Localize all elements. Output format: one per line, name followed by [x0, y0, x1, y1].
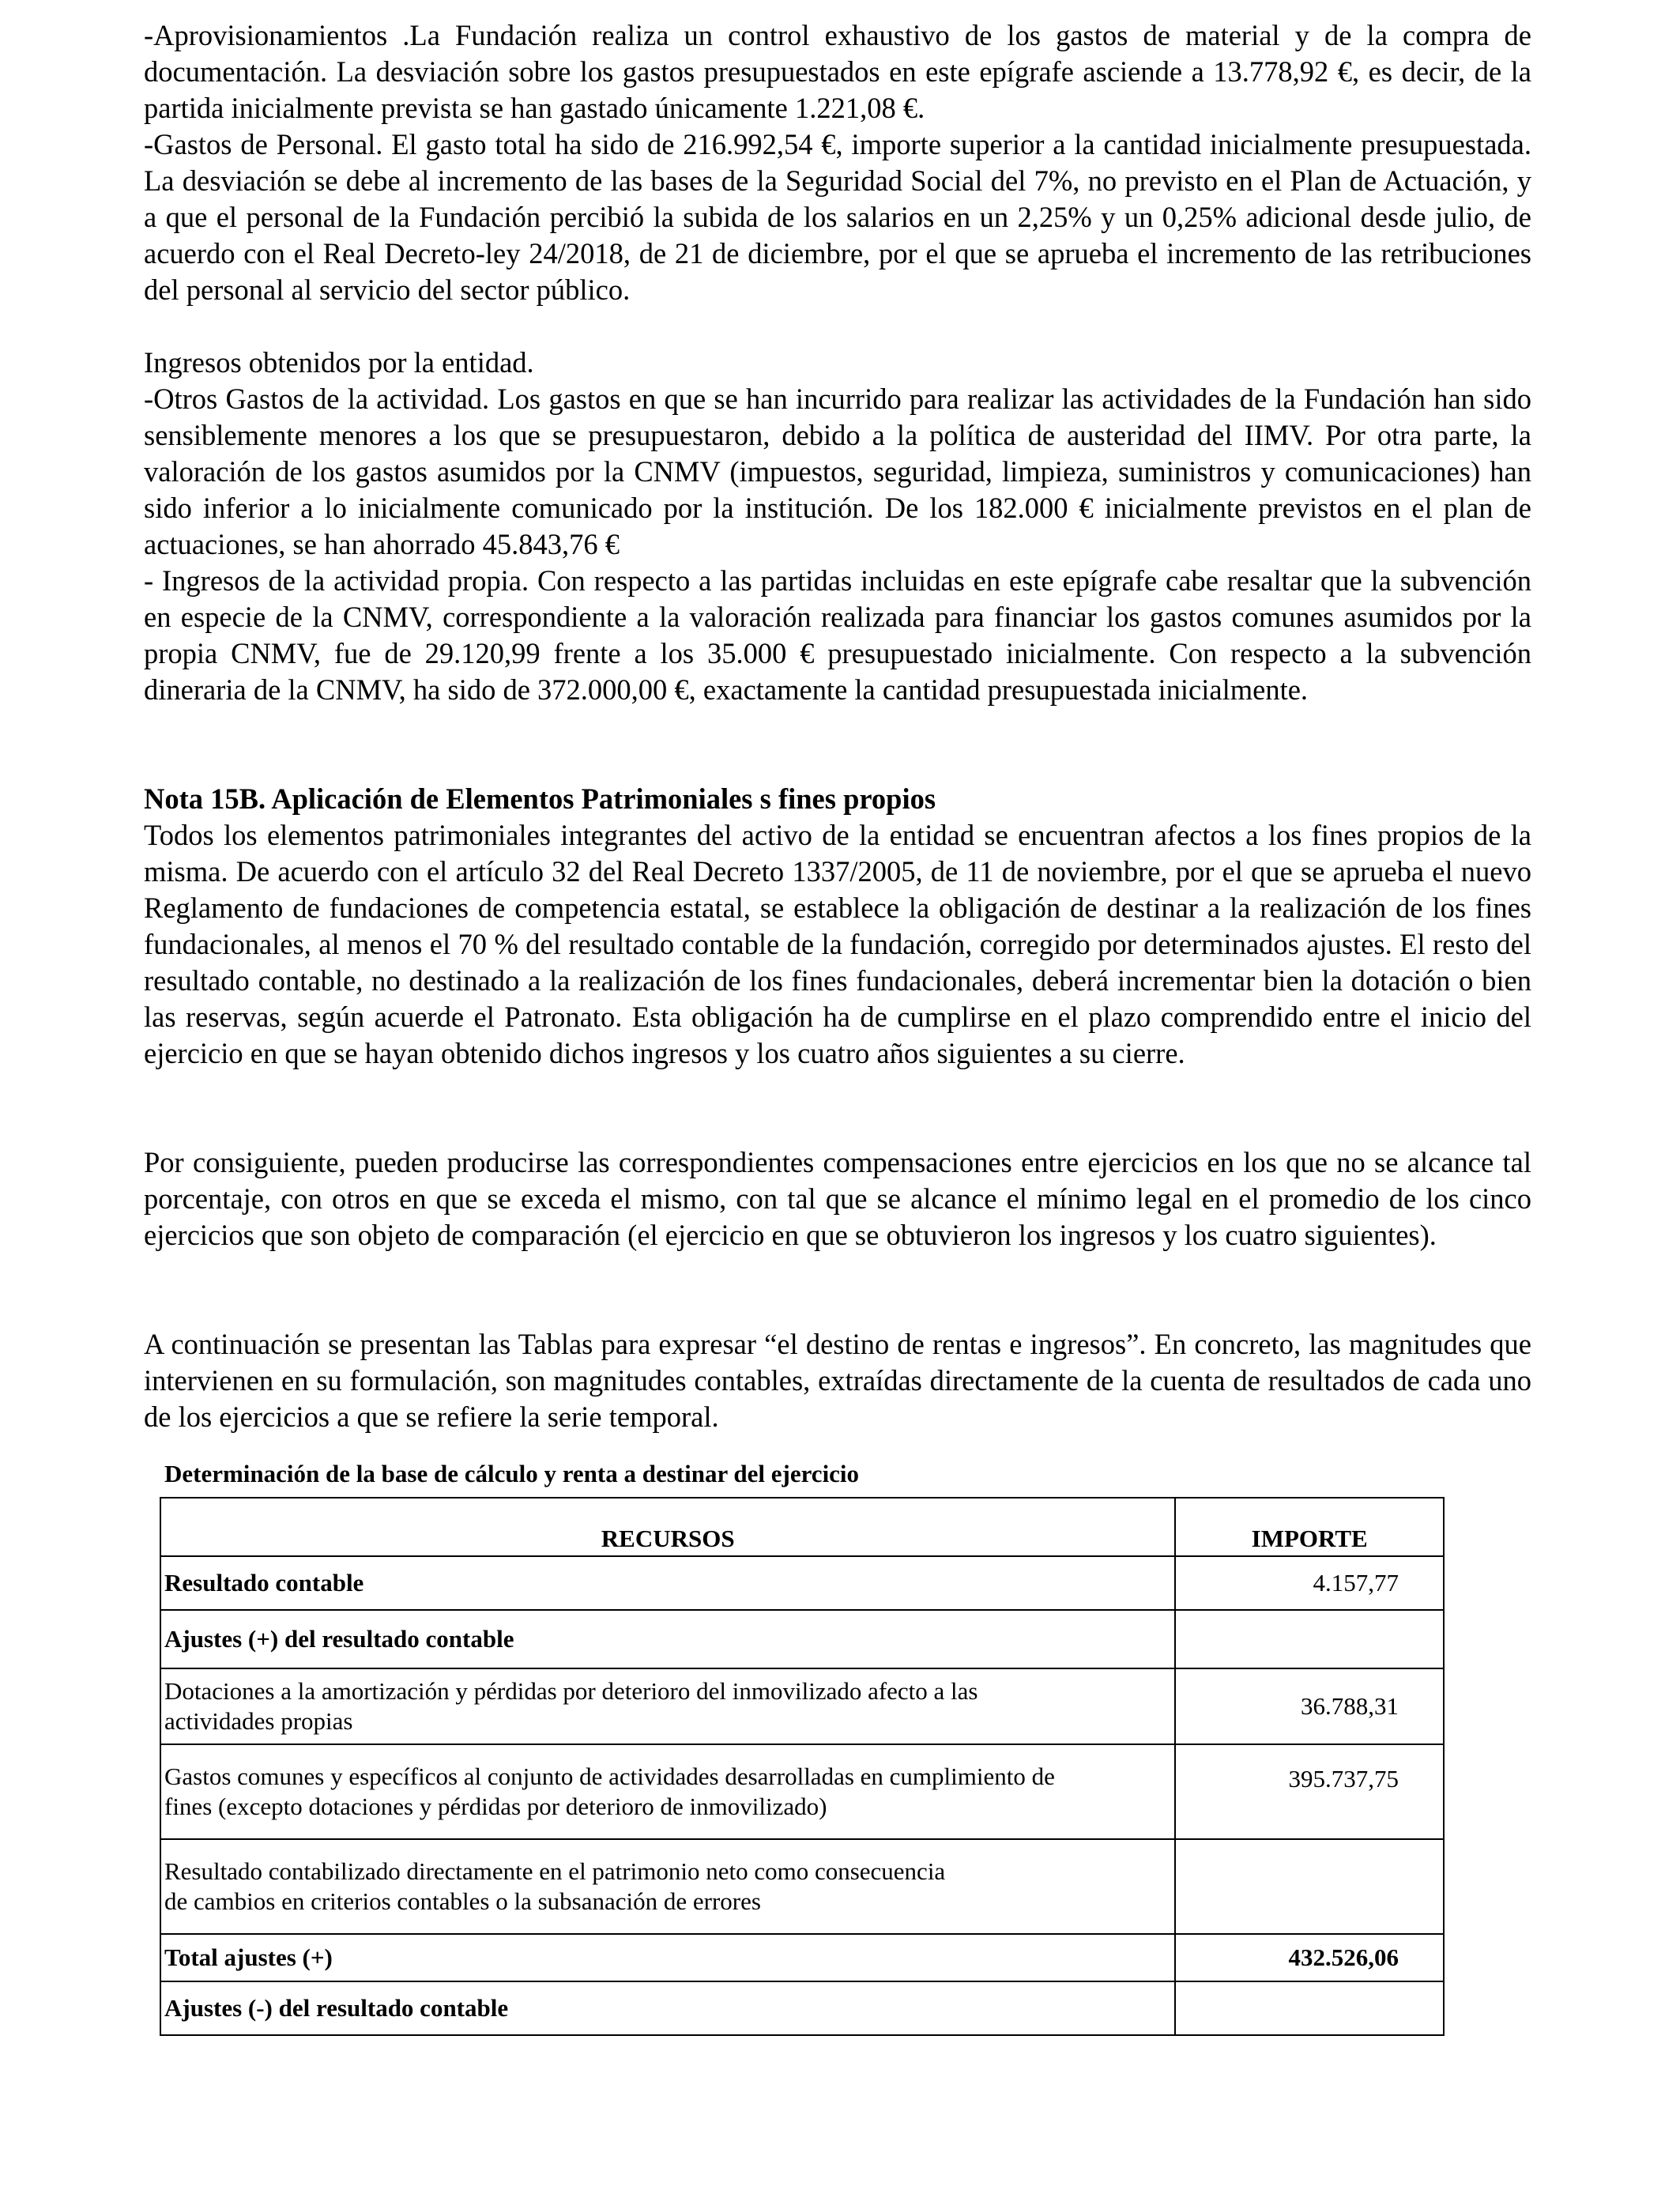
row-value [1175, 1839, 1444, 1934]
row-label [160, 1668, 1175, 1744]
row-value: 432.526,06 [1175, 1934, 1444, 1981]
paragraph-aprovisionamientos: -Aprovisionamientos .La Fundación realiza un control exhaustivo de los gastos de material y de la compra de documentación. La desviación sobre los gastos presupuestados en este epígrafe asciende a 13.778,92 €, es decir, de la partida inicialmente prevista se han gastado únicamente 1.221,08 €. [144, 19, 1531, 124]
paragraph-ingresos-actividad: - Ingresos de la actividad propia. Con respecto a las partidas incluidas en este epígrafe cabe resaltar que la subvención en especie de la CNMV, correspondiente a la valoración realizada para financiar los gastos comunes asumidos por la propia CNMV, fue de 29.120,99 frente a los 35.000 € presupuestado inicialmente. Con respecto a la subvención dineraria de la CNMV, ha sido de 372.000,00 €, exactamente la cantidad presupuestada inicialmente. [144, 564, 1531, 706]
header-importe: IMPORTE [1175, 1498, 1444, 1556]
paragraph-ingresos-obtenidos: Ingresos obtenidos por la entidad. [144, 346, 534, 379]
row-label: Ajustes (-) del resultado contable [160, 1981, 1175, 2035]
table-header-row [160, 1498, 1444, 1556]
body-text-block-1 [144, 17, 1531, 308]
paragraph-gastos-personal: -Gastos de Personal. El gasto total ha sido de 216.992,54 €, importe superior a la cantidad inicialmente presupuestada. La desviación se debe al incremento de las bases de la Seguridad Social del 7%, no previsto en el Plan de Actuación, y a que el personal de la Fundación percibió la subida de los salarios en un 2,25% y un 0,25% adicional desde julio, de acuerdo con el Real Decreto-ley 24/2018, de 21 de diciembre, por el que se aprueba el incremento de las retribuciones del personal al servicio del sector público. [144, 128, 1531, 306]
table-row [160, 1744, 1444, 1839]
row-value [1175, 1981, 1444, 2035]
row-label-line: Dotaciones a la amortización y pérdidas por deterioro del inmovilizado afecto a las [164, 1677, 978, 1705]
paragraph-compensaciones: Por consiguiente, pueden producirse las correspondientes compensaciones entre ejercicios en los que no se alcance tal porcentaje, con otros en que se exceda el mismo, con tal que se alcance el mínimo legal en el promedio de los cinco ejercicios que son objeto de comparación (el ejercicio en que se obtuvieron los ingresos y los cuatro siguientes). [144, 1146, 1531, 1251]
row-label-line: de cambios en criterios contables o la subsanación de errores [164, 1887, 761, 1915]
row-label-line: actividades propias [164, 1707, 353, 1735]
body-text-block-4 [144, 1144, 1531, 1253]
table-row [160, 1839, 1444, 1934]
row-value: 36.788,31 [1175, 1668, 1444, 1744]
row-label [160, 1839, 1175, 1934]
table-title: Determinación de la base de cálculo y renta a destinar del ejercicio [164, 1460, 860, 1487]
body-text-block-2 [144, 345, 1531, 708]
paragraph-tablas-intro: A continuación se presentan las Tablas para expresar “el destino de rentas e ingresos”. En concreto, las magnitudes que intervienen en su formulación, son magnitudes contables, extraídas directamente de la cuenta de resultados de cada uno de los ejercicios a que se refiere la serie temporal. [144, 1328, 1531, 1433]
row-label: Total ajustes (+) [160, 1934, 1175, 1981]
row-label: Ajustes (+) del resultado contable [160, 1610, 1175, 1668]
base-calculo-table [160, 1497, 1445, 2036]
table-row [160, 1610, 1444, 1668]
body-text-block-5 [144, 1326, 1531, 1435]
row-label-line: Resultado contabilizado directamente en el patrimonio neto como consecuencia [164, 1857, 946, 1885]
row-value: 395.737,75 [1175, 1744, 1444, 1839]
paragraph-elementos-patrimoniales: Todos los elementos patrimoniales integrantes del activo de la entidad se encuentran afectos a los fines propios de la misma. De acuerdo con el artículo 32 del Real Decreto 1337/2005, de 11 de noviembre, por el que se aprueba el nuevo Reglamento de fundaciones de competencia estatal, se establece la obligación de destinar a la realización de los fines fundacionales, al menos el 70 % del resultado contable de la fundación, corregido por determinados ajustes. El resto del resultado contable, no destinado a la realización de los fines fundacionales, deberá incrementar bien la dotación o bien las reservas, según acuerde el Patronato. Esta obligación ha de cumplirse en el plazo comprendido entre el inicio del ejercicio en que se hayan obtenido dichos ingresos y los cuatro años siguientes a su cierre. [144, 819, 1531, 1069]
paragraph-otros-gastos: -Otros Gastos de la actividad. Los gastos en que se han incurrido para realizar las actividades de la Fundación han sido sensiblemente menores a los que se presupuestaron, debido a la política de austeridad del IIMV. Por otra parte, la valoración de los gastos asumidos por la CNMV (impuestos, seguridad, limpieza, suministros y comunicaciones) han sido inferior a lo inicialmente comunicado por la institución. De los 182.000 € inicialmente previstos en el plan de actuaciones, se han ahorrado 45.843,76 € [144, 383, 1531, 560]
row-label-line: fines (excepto dotaciones y pérdidas por deterioro de inmovilizado) [164, 1793, 827, 1820]
row-label: Resultado contable [160, 1556, 1175, 1610]
row-label-line: Gastos comunes y específicos al conjunto de actividades desarrolladas en cumplimiento de [164, 1762, 1055, 1790]
body-text-block-3 [144, 817, 1531, 1072]
table-row [160, 1981, 1444, 2035]
row-value [1175, 1610, 1444, 1668]
table-row-total [160, 1934, 1444, 1981]
table-row [160, 1556, 1444, 1610]
row-value: 4.157,77 [1175, 1556, 1444, 1610]
header-recursos: RECURSOS [160, 1498, 1175, 1556]
section-heading: Nota 15B. Aplicación de Elementos Patrimoniales s fines propios [144, 782, 936, 815]
row-label [160, 1744, 1175, 1839]
table-row [160, 1668, 1444, 1744]
